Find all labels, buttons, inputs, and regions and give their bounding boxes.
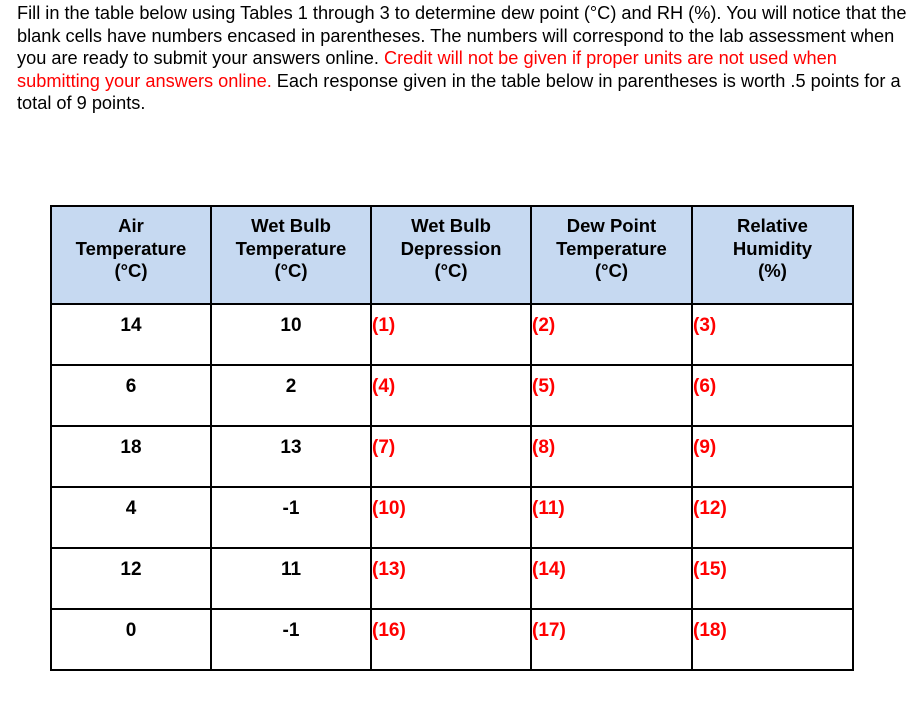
relative-humidity-answer: (18) — [692, 609, 853, 670]
wet-bulb-depression-answer: (1) — [371, 304, 531, 365]
air-temperature-cell: 6 — [51, 365, 211, 426]
relative-humidity-answer: (15) — [692, 548, 853, 609]
dew-point-answer: (14) — [531, 548, 692, 609]
air-temperature-cell: 18 — [51, 426, 211, 487]
dew-point-answer: (17) — [531, 609, 692, 670]
header-dew-point-temperature: Dew Point Temperature (°C) — [531, 206, 692, 304]
air-temperature-cell: 12 — [51, 548, 211, 609]
relative-humidity-answer: (12) — [692, 487, 853, 548]
units-warning: Credit will not be given if proper units are not used when submitting your answers online. — [17, 48, 837, 91]
wet-bulb-depression-answer: (7) — [371, 426, 531, 487]
scoring-text: Each response given in the table below in parentheses is worth .5 points for a total of 9 points. — [17, 70, 901, 113]
table-row — [51, 426, 853, 487]
dew-point-answer: (11) — [531, 487, 692, 548]
table-row — [51, 304, 853, 365]
dew-point-answer: (5) — [531, 365, 692, 426]
wet-bulb-depression-answer: (10) — [371, 487, 531, 548]
dew-point-answer: (2) — [531, 304, 692, 365]
dew-point-table — [50, 205, 854, 671]
air-temperature-cell: 14 — [51, 304, 211, 365]
wet-bulb-depression-answer: (4) — [371, 365, 531, 426]
table-row — [51, 548, 853, 609]
wet-bulb-temperature-cell: 13 — [211, 426, 371, 487]
dew-point-answer: (8) — [531, 426, 692, 487]
air-temperature-cell: 0 — [51, 609, 211, 670]
instructions-paragraph — [17, 2, 907, 115]
wet-bulb-temperature-cell: -1 — [211, 609, 371, 670]
table-row — [51, 609, 853, 670]
header-wet-bulb-temperature: Wet Bulb Temperature (°C) — [211, 206, 371, 304]
air-temperature-cell: 4 — [51, 487, 211, 548]
header-air-temperature: Air Temperature (°C) — [51, 206, 211, 304]
relative-humidity-answer: (3) — [692, 304, 853, 365]
wet-bulb-depression-answer: (16) — [371, 609, 531, 670]
table-header-row — [51, 206, 853, 304]
wet-bulb-depression-answer: (13) — [371, 548, 531, 609]
table-row — [51, 365, 853, 426]
header-relative-humidity: Relative Humidity (%) — [692, 206, 853, 304]
table-row — [51, 487, 853, 548]
wet-bulb-temperature-cell: -1 — [211, 487, 371, 548]
instructions-text: Fill in the table below using Tables 1 through 3 to determine dew point (°C) and RH (%). You will notice that the blank cells have numbers encased in parentheses. The numbers will correspond to the lab assessment when you are ready to submit your answers online. — [17, 3, 907, 68]
header-wet-bulb-depression: Wet Bulb Depression (°C) — [371, 206, 531, 304]
wet-bulb-temperature-cell: 11 — [211, 548, 371, 609]
wet-bulb-temperature-cell: 2 — [211, 365, 371, 426]
relative-humidity-answer: (9) — [692, 426, 853, 487]
wet-bulb-temperature-cell: 10 — [211, 304, 371, 365]
relative-humidity-answer: (6) — [692, 365, 853, 426]
